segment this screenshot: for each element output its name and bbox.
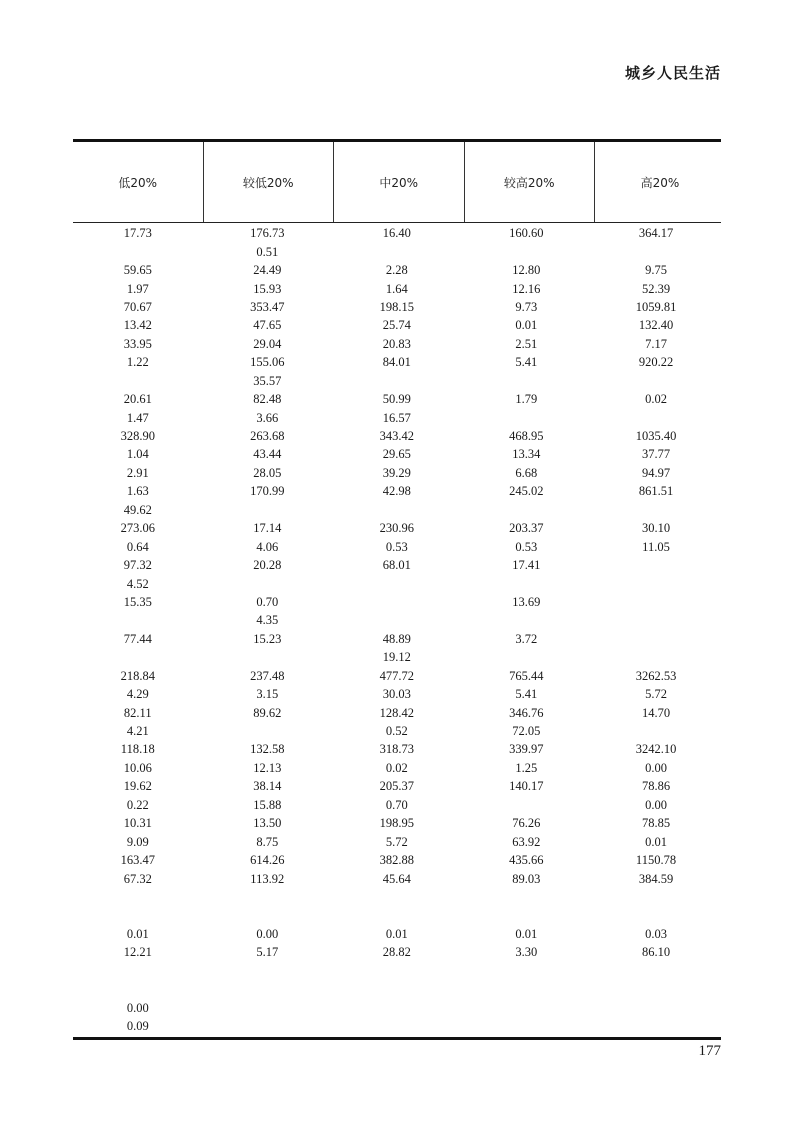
cell-high-20: 78.86 [641,779,671,794]
cell-middle-20: 30.03 [382,687,411,702]
cell-high-20: 7.17 [645,336,667,351]
cell-high-20: 5.72 [645,687,667,702]
cell-low-20: 0.09 [126,1019,149,1034]
cell-higher-20: 72.05 [512,724,541,739]
column-header-high-20: 高20% [640,175,680,190]
cell-middle-20: 0.02 [385,760,408,775]
cell-low-20: 1.47 [126,410,149,425]
cell-lower-20: 3.15 [256,687,279,702]
cell-low-20: 1.63 [126,484,149,499]
cell-high-20: 86.10 [641,945,671,960]
cell-low-20: 1.97 [126,281,149,296]
cell-high-20: 78.85 [641,816,671,831]
cell-lower-20: 15.93 [253,281,282,296]
cell-low-20: 12.21 [123,945,152,960]
cell-high-20: 3242.10 [635,742,677,757]
cell-higher-20: 76.26 [512,816,541,831]
cell-lower-20: 170.99 [250,484,285,499]
cell-lower-20: 24.49 [253,263,282,278]
table-row [73,722,721,740]
cell-higher-20: 346.76 [509,705,544,720]
table-row [73,851,721,869]
cell-higher-20: 765.44 [509,668,544,683]
cell-middle-20: 28.82 [382,945,411,960]
column-header-lower-20: 较低20% [204,142,335,222]
cell-low-20: 77.44 [123,631,152,646]
table-row [73,353,721,371]
cell-lower-20: 176.73 [250,226,285,241]
cell-middle-20: 0.70 [385,797,408,812]
cell-middle-20: 318.73 [379,742,414,757]
table-row [73,372,721,390]
cell-higher-20: 160.60 [509,226,544,241]
cell-high-20: 3262.53 [635,668,677,683]
cell-lower-20: 0.70 [256,594,279,609]
cell-middle-20: 42.98 [382,484,411,499]
table-row [73,869,721,887]
cell-middle-20: 39.29 [382,465,411,480]
cell-low-20: 33.95 [123,336,152,351]
cell-higher-20: 339.97 [509,742,544,757]
table-row [73,630,721,648]
table-row [73,980,721,998]
cell-higher-20: 5.41 [515,355,538,370]
cell-middle-20: 0.01 [385,926,408,941]
table-row [73,445,721,463]
cell-high-20: 9.75 [645,263,667,278]
table-row [73,593,721,611]
cell-middle-20: 198.95 [379,816,414,831]
cell-lower-20: 353.47 [250,299,285,314]
cell-low-20: 163.47 [120,853,155,868]
cell-low-20: 67.32 [123,871,152,886]
cell-high-20: 0.00 [645,797,667,812]
cell-middle-20: 477.72 [379,668,414,683]
table-row [73,832,721,850]
cell-low-20: 4.29 [126,687,149,702]
cell-higher-20: 13.69 [512,594,541,609]
table-row [73,777,721,795]
table-row [73,501,721,519]
cell-middle-20: 128.42 [379,705,414,720]
table-row [73,667,721,685]
cell-middle-20: 29.65 [382,447,411,462]
cell-low-20: 218.84 [120,668,155,683]
cell-higher-20: 0.53 [515,539,538,554]
cell-middle-20: 382.88 [379,853,414,868]
cell-middle-20: 50.99 [382,392,411,407]
cell-high-20: 384.59 [638,871,674,886]
cell-middle-20: 343.42 [379,429,414,444]
cell-higher-20: 63.92 [512,834,541,849]
table-row [73,998,721,1016]
cell-high-20: 30.10 [641,521,671,536]
cell-middle-20: 84.01 [382,355,411,370]
running-head: 城乡人民生活 [624,64,721,82]
table-row [73,814,721,832]
cell-low-20: 1.04 [126,447,149,462]
table-row [73,279,721,297]
cell-middle-20: 205.37 [379,779,414,794]
cell-middle-20: 230.96 [379,521,414,536]
cell-middle-20: 25.74 [382,318,411,333]
table-row [73,574,721,592]
cell-middle-20: 2.28 [385,263,408,278]
cell-high-20: 94.97 [641,465,671,480]
cell-middle-20: 5.72 [385,834,408,849]
table-row [73,888,721,906]
cell-high-20: 14.70 [641,705,671,720]
table-row [73,1017,721,1035]
cell-lower-20: 113.92 [250,871,285,886]
column-header-low-20: 低20% [73,142,204,222]
cell-higher-20: 1.79 [515,392,538,407]
table-row [73,316,721,334]
cell-lower-20: 28.05 [253,465,282,480]
cell-lower-20: 132.58 [250,742,285,757]
cell-lower-20: 263.68 [250,429,285,444]
cell-high-20: 0.02 [645,392,667,407]
cell-lower-20: 89.62 [253,705,282,720]
table-row [73,224,721,242]
cell-lower-20: 20.28 [253,558,282,573]
cell-low-20: 19.62 [123,779,152,794]
cell-higher-20: 3.72 [515,631,538,646]
cell-lower-20: 237.48 [250,668,285,683]
cell-low-20: 273.06 [120,521,155,536]
cell-lower-20: 35.57 [253,373,282,388]
table-row [73,759,721,777]
table-row [73,335,721,353]
cell-lower-20: 8.75 [256,834,279,849]
cell-higher-20: 89.03 [512,871,541,886]
table-row [73,611,721,629]
cell-low-20: 49.62 [123,502,152,517]
cell-higher-20: 2.51 [515,336,538,351]
cell-high-20: 0.00 [645,760,667,775]
table-row [73,537,721,555]
cell-low-20: 328.90 [120,429,155,444]
table-row [73,740,721,758]
cell-higher-20: 13.34 [512,447,541,462]
cell-middle-20: 0.52 [385,724,408,739]
cell-low-20: 4.21 [126,724,149,739]
table-row [73,962,721,980]
table-row [73,482,721,500]
cell-lower-20: 4.35 [256,613,279,628]
table-row [73,703,721,721]
cell-low-20: 0.01 [126,926,149,941]
cell-higher-20: 12.80 [512,263,541,278]
cell-middle-20: 48.89 [382,631,411,646]
cell-middle-20: 68.01 [382,558,411,573]
cell-middle-20: 16.40 [382,226,411,241]
cell-lower-20: 614.26 [250,853,285,868]
cell-lower-20: 12.13 [253,760,282,775]
cell-lower-20: 15.23 [253,631,282,646]
cell-higher-20: 1.25 [515,760,538,775]
cell-higher-20: 435.66 [509,853,544,868]
data-table [73,139,721,1040]
cell-middle-20: 0.53 [385,539,408,554]
table-row [73,427,721,445]
cell-low-20: 15.35 [123,594,152,609]
column-header-higher-20: 较高20% [465,142,596,222]
cell-high-20: 11.05 [642,539,670,554]
cell-lower-20: 15.88 [253,797,282,812]
cell-higher-20: 3.30 [515,945,538,960]
cell-middle-20: 1.64 [385,281,408,296]
cell-middle-20: 20.83 [382,336,411,351]
cell-higher-20: 468.95 [509,429,544,444]
cell-higher-20: 203.37 [509,521,544,536]
cell-low-20: 13.42 [123,318,152,333]
cell-lower-20: 47.65 [253,318,282,333]
cell-higher-20: 12.16 [512,281,541,296]
cell-low-20: 0.22 [126,797,149,812]
cell-middle-20: 16.57 [382,410,411,425]
page-number: 177 [698,1043,721,1059]
table-row [73,648,721,666]
table-row [73,242,721,260]
cell-low-20: 0.00 [126,1000,149,1015]
table-row [73,519,721,537]
cell-middle-20: 198.15 [379,299,414,314]
cell-high-20: 37.77 [641,447,671,462]
column-header-middle-20: 中20% [334,142,465,222]
cell-lower-20: 5.17 [256,945,279,960]
cell-high-20: 364.17 [638,226,674,241]
table-row [73,464,721,482]
cell-high-20: 0.03 [645,926,667,941]
table-body [73,223,721,1035]
cell-high-20: 861.51 [638,484,674,499]
cell-higher-20: 0.01 [515,926,538,941]
cell-high-20: 1150.78 [635,853,677,868]
cell-lower-20: 155.06 [250,355,285,370]
cell-high-20: 0.01 [645,834,667,849]
cell-lower-20: 4.06 [256,539,279,554]
table-row [73,943,721,961]
table-row [73,298,721,316]
table-row [73,556,721,574]
cell-high-20: 1059.81 [635,299,677,314]
cell-higher-20: 245.02 [509,484,544,499]
cell-lower-20: 3.66 [256,410,279,425]
cell-lower-20: 17.14 [253,521,282,536]
cell-low-20: 1.22 [126,355,149,370]
cell-low-20: 9.09 [126,834,149,849]
table-row [73,390,721,408]
cell-high-20: 132.40 [638,318,674,333]
cell-lower-20: 0.51 [256,244,279,259]
cell-lower-20: 38.14 [253,779,282,794]
cell-high-20: 52.39 [641,281,671,296]
table-bottom-rule [73,1037,721,1040]
cell-higher-20: 0.01 [515,318,538,333]
cell-low-20: 97.32 [123,558,152,573]
cell-high-20: 920.22 [638,355,674,370]
cell-low-20: 0.64 [126,539,149,554]
table-row [73,685,721,703]
table-row [73,906,721,924]
cell-middle-20: 19.12 [382,650,411,665]
cell-high-20: 1035.40 [635,429,677,444]
cell-lower-20: 29.04 [253,336,282,351]
cell-low-20: 20.61 [123,392,152,407]
cell-low-20: 4.52 [126,576,149,591]
cell-lower-20: 13.50 [253,816,282,831]
table-row [73,796,721,814]
cell-low-20: 2.91 [126,465,149,480]
table-row [73,408,721,426]
cell-higher-20: 9.73 [515,299,538,314]
cell-lower-20: 43.44 [253,447,282,462]
cell-higher-20: 6.68 [515,465,538,480]
cell-low-20: 10.31 [123,816,152,831]
cell-lower-20: 0.00 [256,926,279,941]
table-row [73,925,721,943]
cell-low-20: 82.11 [123,705,152,720]
cell-low-20: 17.73 [123,226,152,241]
table-row [73,261,721,279]
cell-low-20: 59.65 [123,263,152,278]
cell-low-20: 70.67 [123,299,152,314]
cell-higher-20: 5.41 [515,687,538,702]
cell-lower-20: 82.48 [253,392,282,407]
table-header-row [73,142,721,223]
cell-higher-20: 140.17 [509,779,544,794]
cell-middle-20: 45.64 [382,871,411,886]
cell-low-20: 118.18 [120,742,155,757]
cell-low-20: 10.06 [123,760,152,775]
cell-higher-20: 17.41 [512,558,541,573]
